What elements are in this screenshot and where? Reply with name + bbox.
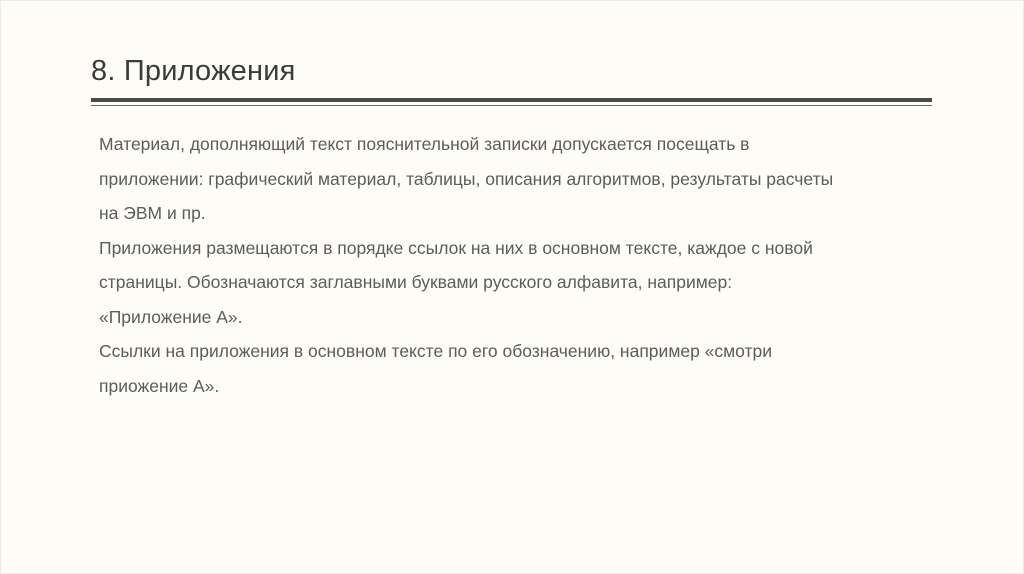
body-line: приожение А». <box>99 375 220 396</box>
body-line: Материал, дополняющий текст пояснительной записки допускается посещать в <box>99 134 750 154</box>
body-line: страницы. Обозначаются заглавными буквами русского алфавита, например: <box>99 272 733 292</box>
body-line: «Приложение А». <box>99 306 243 327</box>
body-line: приложении: графический материал, таблицы, описания алгоритмов, результаты расчеты <box>99 168 834 189</box>
body-line: на ЭВМ и пр. <box>99 203 206 223</box>
title-divider-thin <box>91 105 932 106</box>
title-divider-thick <box>91 98 932 102</box>
slide-body <box>99 127 929 403</box>
slide-title: 8. Приложения <box>91 55 296 87</box>
body-line: Приложения размещаются в порядке ссылок на них в основном тексте, каждое с новой <box>99 237 813 258</box>
body-line: Ссылки на приложения в основном тексте по его обозначению, например «смотри <box>99 341 773 361</box>
